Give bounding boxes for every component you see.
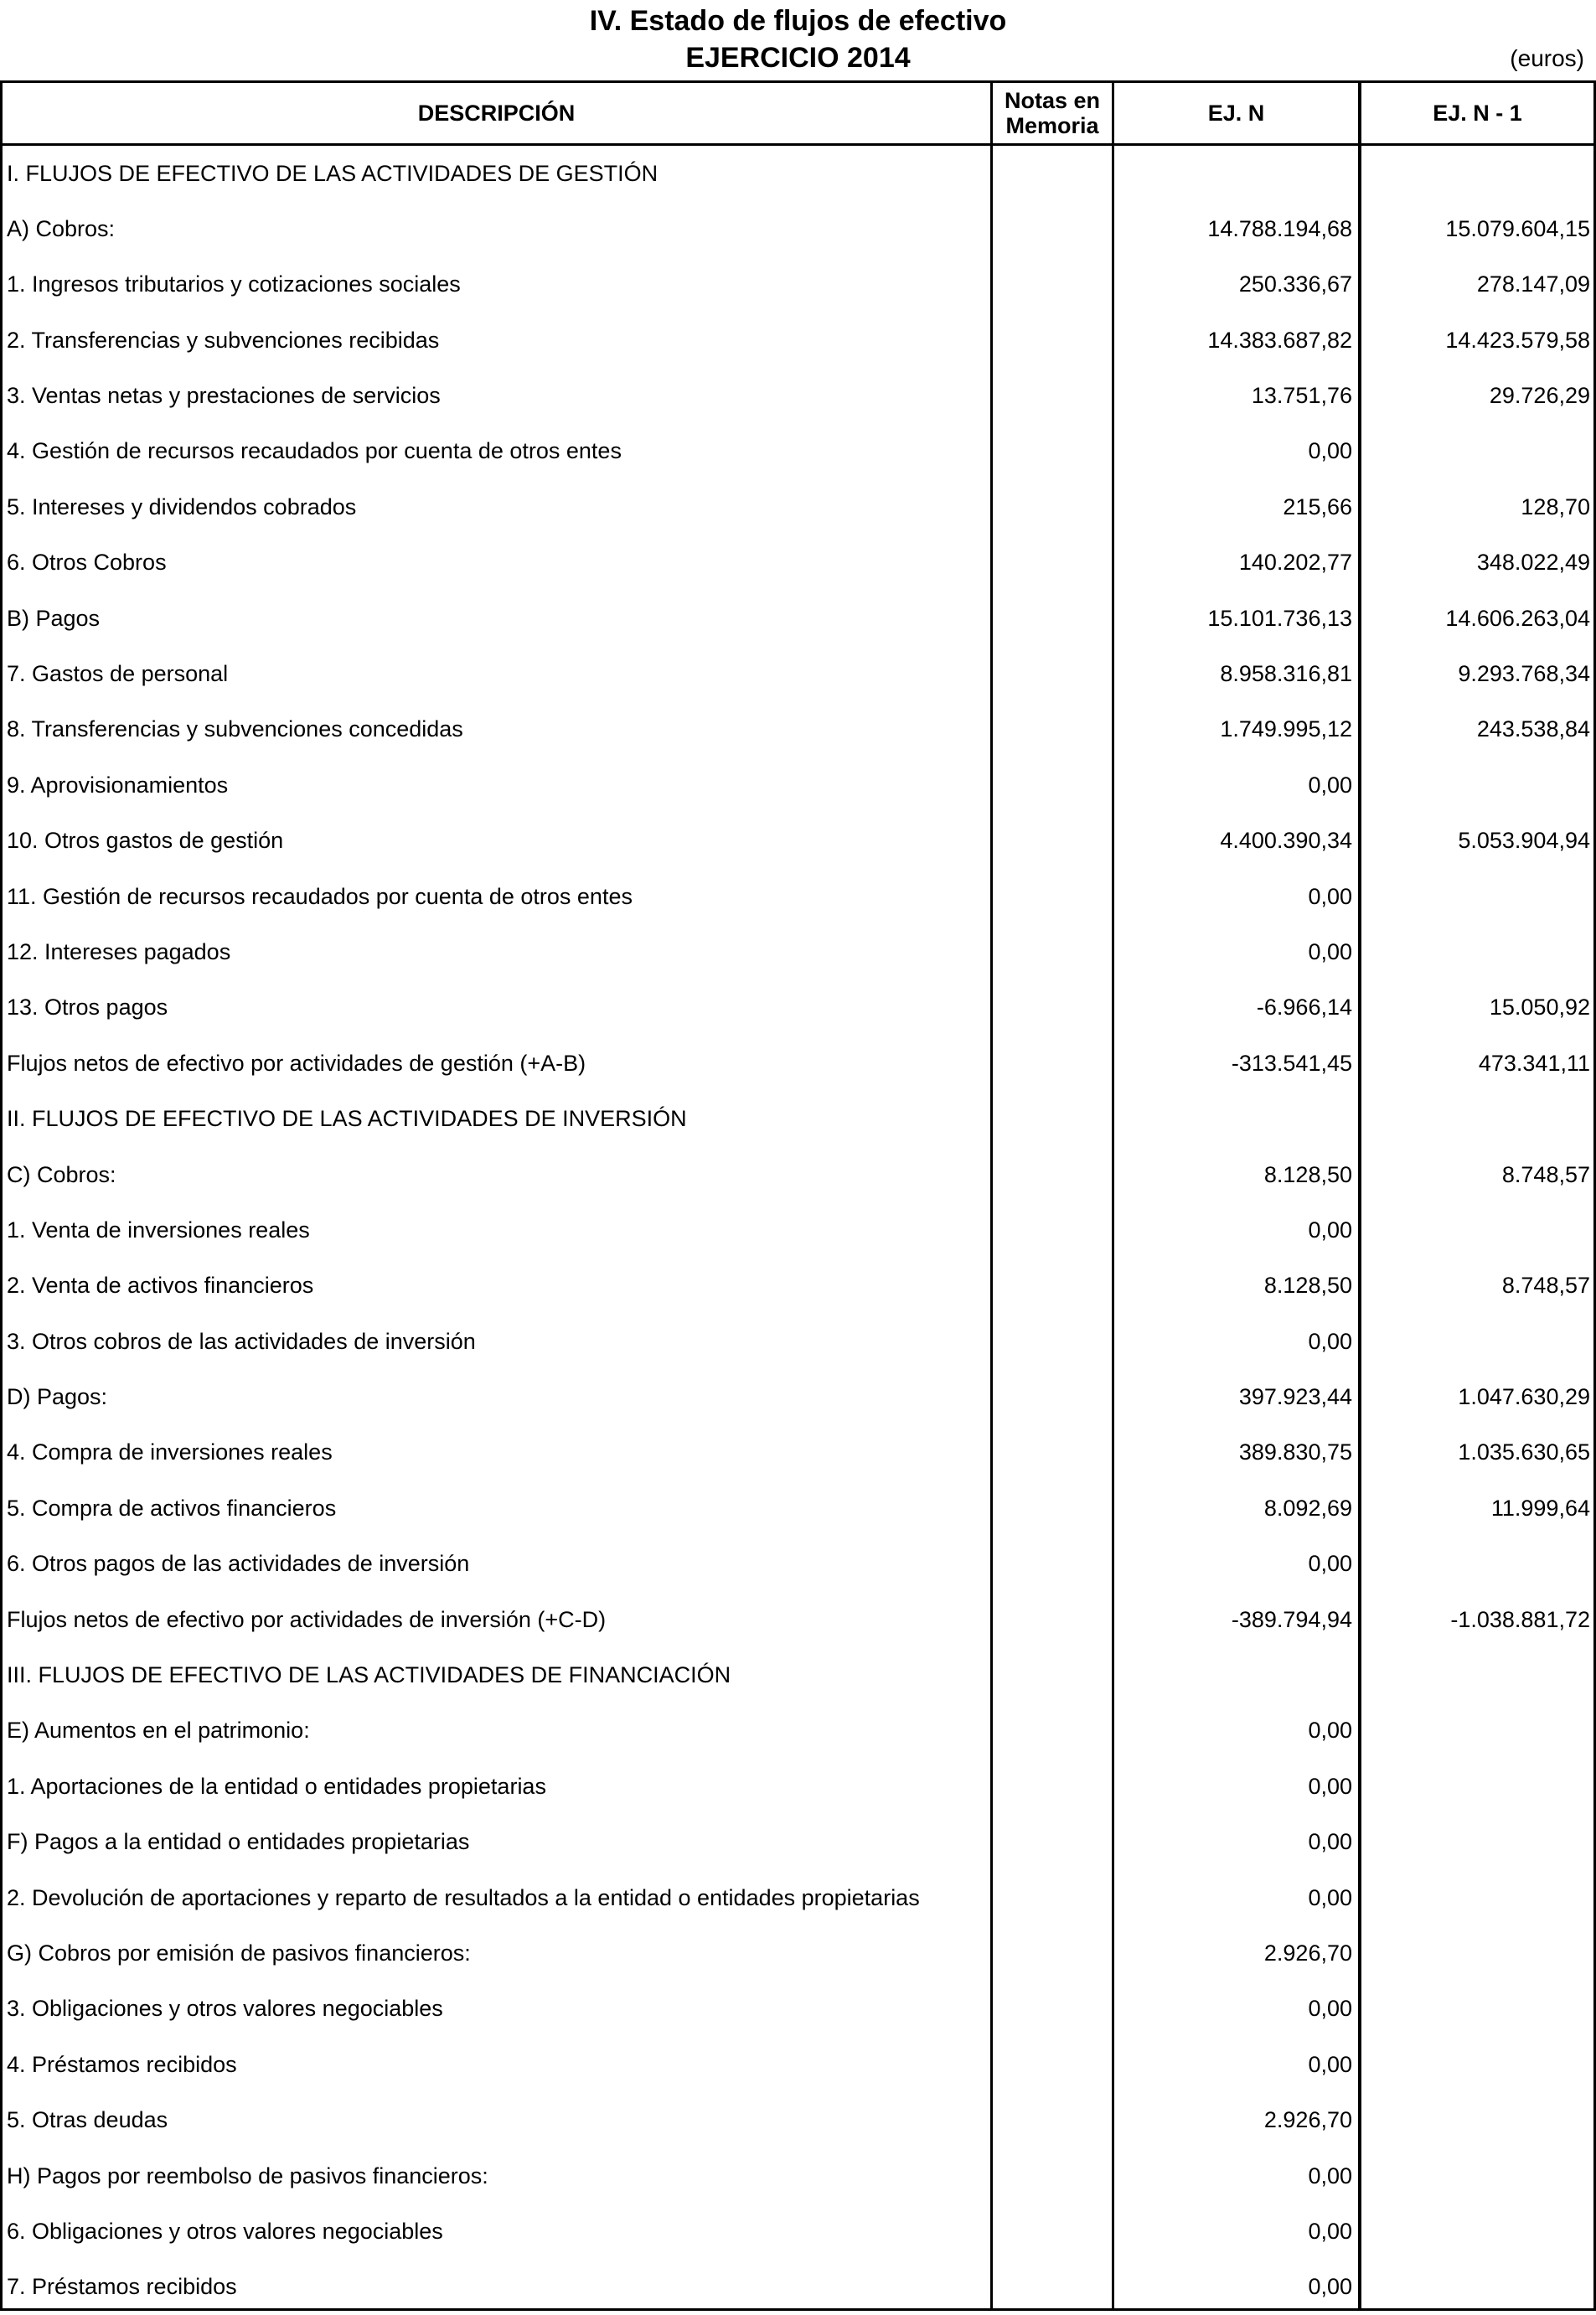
row-description: 3. Ventas netas y prestaciones de servicios bbox=[7, 383, 441, 409]
table-row bbox=[0, 1870, 1596, 1925]
table-row bbox=[0, 814, 1596, 869]
row-description: 2. Venta de activos financieros bbox=[7, 1273, 314, 1299]
row-description: 4. Compra de inversiones reales bbox=[7, 1439, 333, 1465]
row-value-ej-n1: 1.047.630,29 bbox=[1458, 1384, 1590, 1410]
row-description: 3. Otros cobros de las actividades de inversión bbox=[7, 1328, 476, 1354]
row-value-ej-n1 bbox=[1364, 1537, 1590, 1592]
row-value-ej-n1 bbox=[1364, 924, 1590, 979]
page-subtitle: EJERCICIO 2014 bbox=[685, 42, 911, 74]
row-description: 5. Intereses y dividendos cobrados bbox=[7, 493, 357, 519]
row-description: III. FLUJOS DE EFECTIVO DE LAS ACTIVIDADES DE FINANCIACIÓN bbox=[7, 1662, 731, 1688]
row-value-ej-n: 2.926,70 bbox=[1263, 2107, 1352, 2133]
row-value-ej-n1: 473.341,11 bbox=[1478, 1050, 1590, 1076]
row-value-ej-n1 bbox=[1364, 1092, 1590, 1147]
row-value-ej-n: 0,00 bbox=[1308, 2218, 1352, 2244]
row-description: 12. Intereses pagados bbox=[7, 938, 231, 964]
row-value-ej-n1: 14.423.579,58 bbox=[1445, 327, 1590, 353]
row-value-ej-n1: 14.606.263,04 bbox=[1445, 605, 1590, 631]
row-description: 6. Otros pagos de las actividades de inversión bbox=[7, 1551, 470, 1577]
row-description: F) Pagos a la entidad o entidades propietarias bbox=[7, 1829, 470, 1855]
row-value-ej-n: 14.383.687,82 bbox=[1207, 327, 1352, 353]
row-value-ej-n1: 243.538,84 bbox=[1476, 716, 1590, 742]
row-value-ej-n1 bbox=[1364, 2093, 1590, 2148]
table-row bbox=[0, 1258, 1596, 1314]
row-value-ej-n: 0,00 bbox=[1308, 883, 1352, 909]
row-value-ej-n1 bbox=[1364, 2204, 1590, 2259]
table-row bbox=[0, 869, 1596, 924]
row-value-ej-n: -389.794,94 bbox=[1231, 1606, 1352, 1632]
row-description: 8. Transferencias y subvenciones concedidas bbox=[7, 716, 463, 742]
row-value-ej-n1 bbox=[1364, 2148, 1590, 2204]
row-description: I. FLUJOS DE EFECTIVO DE LAS ACTIVIDADES DE GESTIÓN bbox=[7, 160, 659, 186]
row-value-ej-n: 8.128,50 bbox=[1263, 1161, 1352, 1187]
header-ej-n1: EJ. N - 1 bbox=[1433, 101, 1522, 126]
row-description: H) Pagos por reembolso de pasivos financieros: bbox=[7, 2163, 488, 2188]
table-row bbox=[0, 1926, 1596, 1982]
row-value-ej-n1 bbox=[1364, 1870, 1590, 1925]
row-value-ej-n: -313.541,45 bbox=[1231, 1050, 1352, 1076]
table-row bbox=[0, 535, 1596, 591]
table-row bbox=[0, 1537, 1596, 1592]
row-value-ej-n: 0,00 bbox=[1308, 1996, 1352, 2022]
row-description: 5. Compra de activos financieros bbox=[7, 1495, 337, 1521]
row-description: E) Aumentos en el patrimonio: bbox=[7, 1718, 310, 1744]
table-row bbox=[0, 1648, 1596, 1703]
table-row bbox=[0, 369, 1596, 424]
table-row bbox=[0, 2204, 1596, 2259]
row-value-ej-n1: -1.038.881,72 bbox=[1450, 1606, 1590, 1632]
row-value-ej-n1: 9.293.768,34 bbox=[1458, 661, 1590, 687]
row-description: C) Cobros: bbox=[7, 1161, 116, 1187]
table-row bbox=[0, 2093, 1596, 2148]
table-row bbox=[0, 424, 1596, 479]
row-value-ej-n1 bbox=[1364, 1759, 1590, 1814]
row-value-ej-n: 0,00 bbox=[1308, 438, 1352, 464]
table-row bbox=[0, 2148, 1596, 2204]
table-row bbox=[0, 1092, 1596, 1147]
row-value-ej-n: 0,00 bbox=[1308, 1829, 1352, 1855]
row-value-ej-n1: 29.726,29 bbox=[1489, 383, 1590, 409]
row-description: 10. Otros gastos de gestión bbox=[7, 828, 284, 854]
row-value-ej-n: 15.101.736,13 bbox=[1207, 605, 1352, 631]
row-value-ej-n1 bbox=[1364, 424, 1590, 479]
row-value-ej-n: 0,00 bbox=[1308, 1217, 1352, 1243]
row-value-ej-n1 bbox=[1364, 1926, 1590, 1982]
row-value-ej-n1 bbox=[1364, 2260, 1590, 2315]
row-value-ej-n1 bbox=[1364, 1314, 1590, 1369]
row-description: Flujos netos de efectivo por actividades de inversión (+C-D) bbox=[7, 1606, 607, 1632]
row-value-ej-n bbox=[1118, 146, 1352, 201]
table-row bbox=[0, 1480, 1596, 1536]
row-value-ej-n: 250.336,67 bbox=[1238, 271, 1352, 297]
row-value-ej-n: 0,00 bbox=[1308, 772, 1352, 798]
row-description: 3. Obligaciones y otros valores negociables bbox=[7, 1996, 443, 2022]
table-row bbox=[0, 1982, 1596, 2037]
row-value-ej-n: 389.830,75 bbox=[1238, 1439, 1352, 1465]
table-row bbox=[0, 1703, 1596, 1759]
row-description: 1. Venta de inversiones reales bbox=[7, 1217, 310, 1243]
header-notas: Notas en Memoria bbox=[1004, 88, 1101, 138]
row-description: Flujos netos de efectivo por actividades de gestión (+A-B) bbox=[7, 1050, 586, 1076]
row-description: 6. Obligaciones y otros valores negociables bbox=[7, 2218, 443, 2244]
table-row bbox=[0, 1759, 1596, 1814]
row-value-ej-n: 0,00 bbox=[1308, 938, 1352, 964]
table-row bbox=[0, 146, 1596, 201]
row-description: II. FLUJOS DE EFECTIVO DE LAS ACTIVIDADES DE INVERSIÓN bbox=[7, 1106, 687, 1132]
table-row bbox=[0, 591, 1596, 646]
row-description: A) Cobros: bbox=[7, 215, 116, 241]
table-row bbox=[0, 702, 1596, 757]
table-row bbox=[0, 924, 1596, 979]
table-row bbox=[0, 1314, 1596, 1369]
table-body bbox=[0, 146, 1596, 2315]
units-label: (euros) bbox=[1510, 45, 1584, 71]
row-value-ej-n: 0,00 bbox=[1308, 2163, 1352, 2188]
row-value-ej-n: 13.751,76 bbox=[1251, 383, 1352, 409]
table-row bbox=[0, 1202, 1596, 1258]
row-value-ej-n bbox=[1118, 1092, 1352, 1147]
row-value-ej-n: 4.400.390,34 bbox=[1220, 828, 1352, 854]
row-value-ej-n: 215,66 bbox=[1283, 493, 1352, 519]
row-value-ej-n1 bbox=[1364, 146, 1590, 201]
row-value-ej-n1: 15.079.604,15 bbox=[1445, 215, 1590, 241]
row-value-ej-n1: 11.999,64 bbox=[1490, 1495, 1590, 1521]
row-value-ej-n: 0,00 bbox=[1308, 2051, 1352, 2077]
row-value-ej-n1 bbox=[1364, 1703, 1590, 1759]
row-value-ej-n: 14.788.194,68 bbox=[1207, 215, 1352, 241]
table-row bbox=[0, 1425, 1596, 1480]
row-description: 11. Gestión de recursos recaudados por cuenta de otros entes bbox=[7, 883, 633, 909]
row-value-ej-n1 bbox=[1364, 869, 1590, 924]
row-value-ej-n bbox=[1118, 1648, 1352, 1703]
cash-flow-table bbox=[0, 80, 1596, 2311]
table-row bbox=[0, 757, 1596, 813]
row-value-ej-n: 397.923,44 bbox=[1238, 1384, 1352, 1410]
row-value-ej-n1: 5.053.904,94 bbox=[1458, 828, 1590, 854]
row-description: 4. Gestión de recursos recaudados por cuenta de otros entes bbox=[7, 438, 622, 464]
row-description: 4. Préstamos recibidos bbox=[7, 2051, 237, 2077]
row-value-ej-n: 8.092,69 bbox=[1263, 1495, 1352, 1521]
row-value-ej-n: 0,00 bbox=[1308, 1551, 1352, 1577]
row-value-ej-n: 0,00 bbox=[1308, 1718, 1352, 1744]
row-description: G) Cobros por emisión de pasivos financieros: bbox=[7, 1940, 471, 1966]
row-value-ej-n1: 1.035.630,65 bbox=[1458, 1439, 1590, 1465]
row-description: 5. Otras deudas bbox=[7, 2107, 168, 2133]
row-description: B) Pagos bbox=[7, 605, 101, 631]
row-description: D) Pagos: bbox=[7, 1384, 108, 1410]
row-value-ej-n1 bbox=[1364, 757, 1590, 813]
header-descripcion: DESCRIPCIÓN bbox=[417, 101, 576, 126]
row-value-ej-n: 2.926,70 bbox=[1263, 1940, 1352, 1966]
row-value-ej-n1 bbox=[1364, 1982, 1590, 2037]
table-row bbox=[0, 2037, 1596, 2092]
table-row bbox=[0, 313, 1596, 368]
header-ej-n: EJ. N bbox=[1207, 101, 1265, 126]
table-row bbox=[0, 1592, 1596, 1647]
table-row bbox=[0, 1147, 1596, 1202]
table-row bbox=[0, 980, 1596, 1036]
row-value-ej-n: 0,00 bbox=[1308, 1773, 1352, 1799]
row-value-ej-n1: 348.022,49 bbox=[1476, 550, 1590, 576]
row-value-ej-n: -6.966,14 bbox=[1256, 995, 1352, 1021]
row-value-ej-n1 bbox=[1364, 1815, 1590, 1870]
table-row bbox=[0, 1815, 1596, 1870]
table-row bbox=[0, 1036, 1596, 1091]
row-description: 13. Otros pagos bbox=[7, 995, 168, 1021]
table-row bbox=[0, 479, 1596, 535]
row-value-ej-n: 140.202,77 bbox=[1238, 550, 1352, 576]
row-value-ej-n: 1.749.995,12 bbox=[1220, 716, 1352, 742]
row-value-ej-n: 0,00 bbox=[1308, 1884, 1352, 1910]
table-row bbox=[0, 257, 1596, 313]
row-value-ej-n1: 15.050,92 bbox=[1489, 995, 1590, 1021]
page-title: IV. Estado de flujos de efectivo bbox=[589, 5, 1007, 37]
row-value-ej-n1: 278.147,09 bbox=[1476, 271, 1590, 297]
row-description: 7. Gastos de personal bbox=[7, 661, 229, 687]
table-row bbox=[0, 647, 1596, 702]
row-value-ej-n: 8.958.316,81 bbox=[1220, 661, 1352, 687]
row-value-ej-n1: 8.748,57 bbox=[1501, 1161, 1590, 1187]
row-description: 7. Préstamos recibidos bbox=[7, 2274, 237, 2300]
row-value-ej-n: 0,00 bbox=[1308, 2274, 1352, 2300]
row-value-ej-n: 8.128,50 bbox=[1263, 1273, 1352, 1299]
row-value-ej-n1: 8.748,57 bbox=[1501, 1273, 1590, 1299]
row-description: 1. Aportaciones de la entidad o entidades propietarias bbox=[7, 1773, 546, 1799]
row-value-ej-n1: 128,70 bbox=[1521, 493, 1590, 519]
row-value-ej-n: 0,00 bbox=[1308, 1328, 1352, 1354]
table-row bbox=[0, 2260, 1596, 2315]
table-row bbox=[0, 1370, 1596, 1425]
row-value-ej-n1 bbox=[1364, 1202, 1590, 1258]
row-description: 1. Ingresos tributarios y cotizaciones sociales bbox=[7, 271, 461, 297]
row-description: 2. Transferencias y subvenciones recibidas bbox=[7, 327, 440, 353]
row-value-ej-n1 bbox=[1364, 2037, 1590, 2092]
row-value-ej-n1 bbox=[1364, 1648, 1590, 1703]
table-row bbox=[0, 201, 1596, 256]
row-description: 9. Aprovisionamientos bbox=[7, 772, 229, 798]
row-description: 2. Devolución de aportaciones y reparto de resultados a la entidad o entidades propietarias bbox=[7, 1884, 920, 1910]
row-description: 6. Otros Cobros bbox=[7, 550, 167, 576]
